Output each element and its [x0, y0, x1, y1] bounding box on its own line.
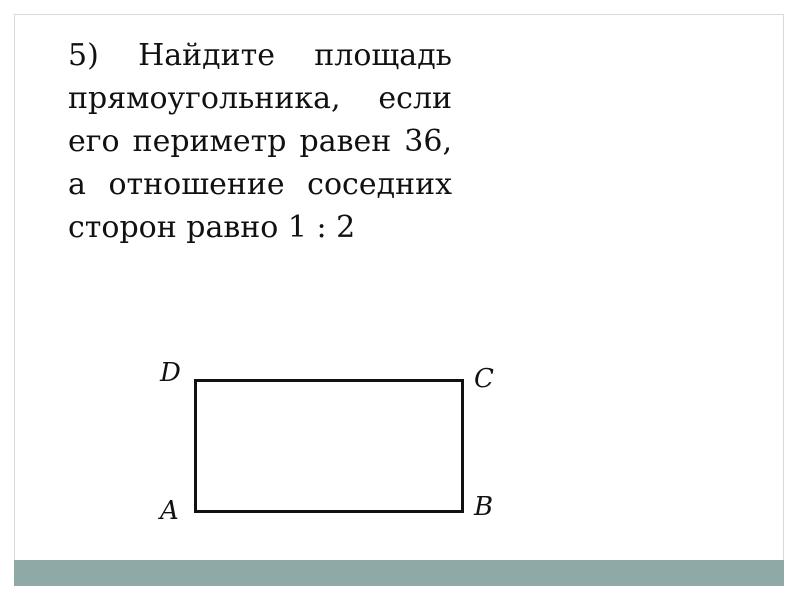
problem-line: прямоугольника, если	[68, 81, 452, 116]
vertex-label-b: B	[474, 492, 494, 522]
rectangle-shape	[194, 379, 464, 513]
footer-accent-bar	[14, 560, 784, 586]
problem-line: а отношение соседних	[68, 167, 452, 202]
vertex-label-a: A	[160, 496, 179, 526]
rectangle-figure	[150, 350, 510, 530]
vertex-label-d: D	[160, 358, 181, 388]
problem-statement	[68, 34, 452, 249]
problem-line: его периметр равен 36,	[68, 124, 452, 159]
vertex-label-c: C	[474, 364, 494, 394]
problem-line: 5) Найдите площадь	[68, 38, 452, 73]
problem-line: сторон равно 1 : 2	[68, 210, 356, 245]
